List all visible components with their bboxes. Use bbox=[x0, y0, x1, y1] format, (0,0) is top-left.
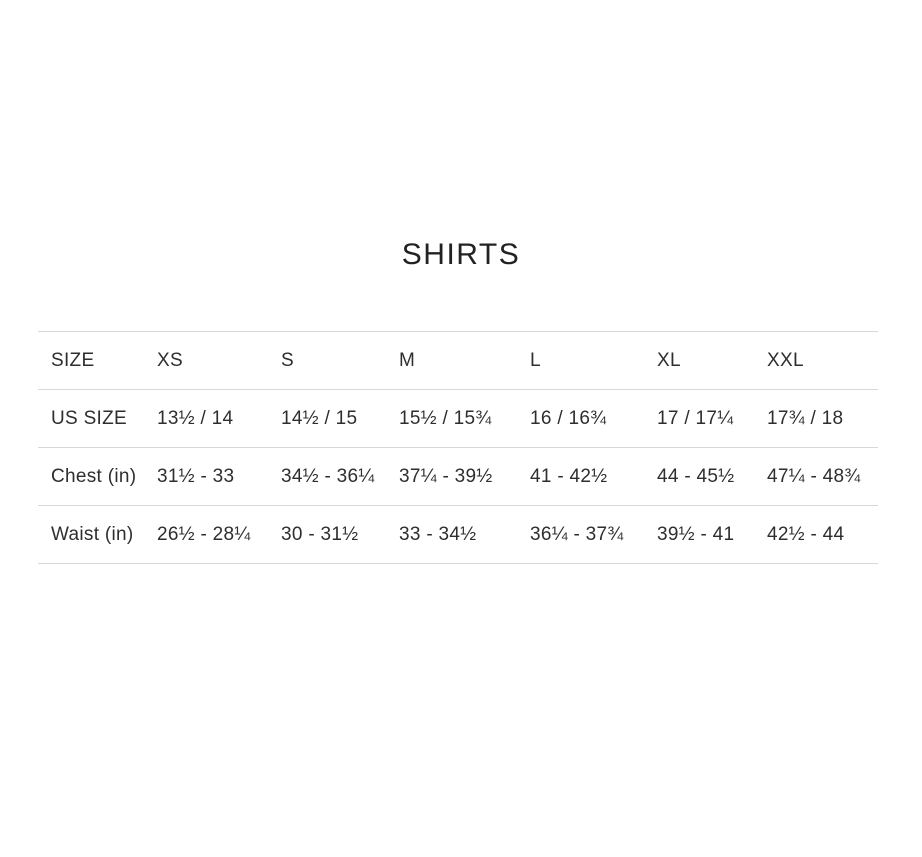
size-cell: 30 - 31½ bbox=[281, 523, 359, 545]
column-header-xl: XL bbox=[657, 349, 681, 371]
size-cell: 15½ / 15¾ bbox=[399, 407, 492, 429]
size-cell: 39½ - 41 bbox=[657, 523, 735, 545]
table-row-chest bbox=[38, 448, 878, 506]
size-cell: 16 / 16¾ bbox=[530, 407, 607, 429]
size-cell: 47¼ - 48¾ bbox=[767, 465, 861, 487]
column-header-m: M bbox=[399, 349, 416, 371]
table-row-waist bbox=[38, 506, 878, 564]
size-cell: 14½ / 15 bbox=[281, 407, 358, 429]
column-header-size: SIZE bbox=[51, 349, 95, 371]
row-label: US SIZE bbox=[51, 407, 128, 429]
page-title: SHIRTS bbox=[401, 238, 521, 271]
size-cell: 34½ - 36¼ bbox=[281, 465, 375, 487]
size-cell: 31½ - 33 bbox=[157, 465, 235, 487]
row-label: Waist (in) bbox=[51, 523, 134, 545]
size-cell: 42½ - 44 bbox=[767, 523, 845, 545]
column-header-s: S bbox=[281, 349, 294, 371]
column-header-xs: XS bbox=[157, 349, 183, 371]
column-header-xxl: XXL bbox=[767, 349, 804, 371]
size-cell: 26½ - 28¼ bbox=[157, 523, 251, 545]
size-chart-table bbox=[38, 331, 878, 564]
table-row-us-size bbox=[38, 390, 878, 448]
size-cell: 17 / 17¼ bbox=[657, 407, 734, 429]
size-cell: 37¼ - 39½ bbox=[399, 465, 493, 487]
column-header-l: L bbox=[530, 349, 541, 371]
size-cell: 33 - 34½ bbox=[399, 523, 477, 545]
size-chart-header-row bbox=[38, 332, 878, 390]
size-cell: 17¾ / 18 bbox=[767, 407, 844, 429]
size-cell: 44 - 45½ bbox=[657, 465, 735, 487]
row-label: Chest (in) bbox=[51, 465, 137, 487]
size-cell: 36¼ - 37¾ bbox=[530, 523, 624, 545]
size-cell: 13½ / 14 bbox=[157, 407, 234, 429]
size-cell: 41 - 42½ bbox=[530, 465, 608, 487]
